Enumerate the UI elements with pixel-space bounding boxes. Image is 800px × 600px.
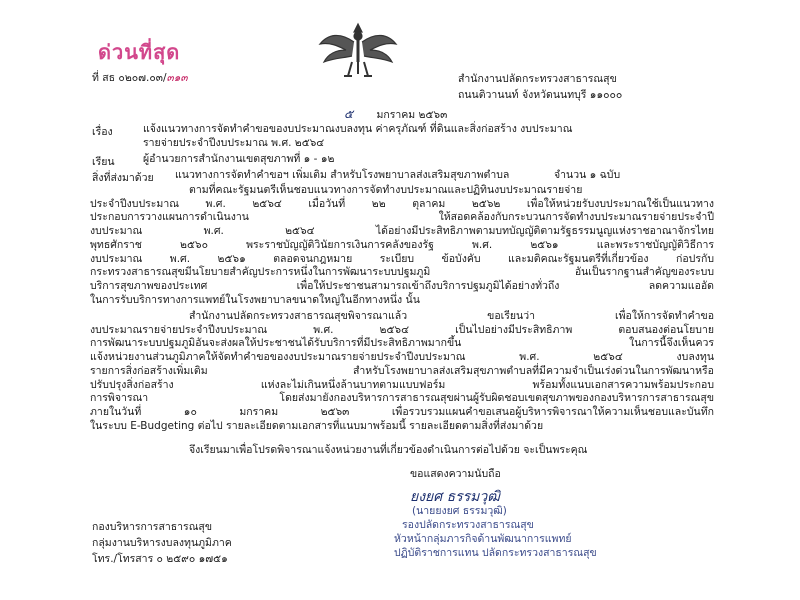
urgency-heading: ด่วนที่สุด — [98, 40, 181, 64]
paragraph-1-line: ในการรับบริการทางการแพทย์ในโรงพยาบาลขนาดใหญ่ในอีกทางหนึ่ง นั้น — [90, 293, 420, 306]
attachment-count: จำนวน ๑ ฉบับ — [554, 169, 621, 181]
paragraph-2-line: สำนักงานปลัดกระทรวงสาธารณสุขพิจารณาแล้ว ขอเรียนว่า เพื่อให้การจัดทำคำขอ — [189, 310, 714, 322]
recipient-label: เรียน — [92, 156, 115, 168]
body-paragraph-1 — [90, 184, 714, 307]
subject-line-1: แจ้งแนวทางการจัดทำคำขอของบประมาณงบลงทุน ค่าครุภัณฑ์ ที่ดินและสิ่งก่อสร้าง งบประมาณ — [143, 123, 573, 135]
paragraph-1-line: งบประมาณ พ.ศ. ๒๕๖๔ ได้อย่างมีประสิทธิภาพตามบทบัญญัติตามรัฐธรรมนูญแห่งราชอาณาจักรไทย — [90, 225, 714, 238]
footer-phone: โทร./โทรสาร ๐ ๒๕๙๐ ๑๗๕๑ — [92, 553, 228, 565]
body-paragraph-2 — [90, 310, 714, 433]
handwritten-signature: ยงยศ ธรรมวุฒิ — [410, 489, 500, 505]
date-day: ๕ — [344, 107, 354, 121]
paragraph-2-line: การพัฒนาระบบปฐมภูมิอันจะส่งผลให้ประชาชนได้รับบริการที่มีประสิทธิภาพมากขึ้น ในการนี้จึงเห็นควร — [90, 337, 714, 350]
paragraph-1-line: ประกอบการวางแผนการดำเนินงาน ให้สอดคล้องกับกระบวนการจัดทำงบประมาณรายจ่ายประจำปี — [90, 211, 714, 224]
body-paragraph-3: จึงเรียนมาเพื่อโปรดพิจารณาแจ้งหน่วยงานที่เกี่ยวข้องดำเนินการต่อไปด้วย จะเป็นพระคุณ — [189, 444, 588, 456]
garuda-emblem-icon — [318, 18, 398, 82]
closing-phrase: ขอแสดงความนับถือ — [410, 468, 501, 480]
paragraph-1-line: บริการสุขภาพของประเทศ เพื่อให้ประชาชนสามารถเข้าถึงบริการปฐมภูมิได้อย่างทั่วถึง ลดความแออัด — [90, 279, 714, 292]
paragraph-2-line: ภายในวันที่ ๑๐ มกราคม ๒๕๖๓ เพื่อรวบรวมแผนคำขอเสนอผู้บริหารพิจารณาให้ความเห็นชอบและบันทึก — [90, 405, 714, 418]
signatory-position-1: รองปลัดกระทรวงสาธารณสุข — [402, 519, 534, 531]
document-number-handwritten: ๓๑๓ — [166, 72, 188, 84]
document-number-prefix: ที่ สธ ๐๒๐๗.๐๓/ — [92, 72, 167, 84]
subject-label: เรื่อง — [92, 126, 113, 138]
paragraph-1-line: ประจำปีงบประมาณ พ.ศ. ๒๕๖๔ เมื่อวันที่ ๒๒ ตุลาคม ๒๕๖๒ เพื่อให้หน่วยรับงบประมาณใช้เป็นแนวทาง — [90, 197, 714, 210]
document-number — [92, 72, 188, 85]
paragraph-1-line: ตามที่คณะรัฐมนตรีเห็นชอบแนวทางการจัดทำงบประมาณและปฏิทินงบประมาณรายจ่าย — [189, 184, 583, 196]
paragraph-2-line: ในระบบ E-Budgeting ต่อไป รายละเอียดตามเอกสารที่แนบมาพร้อมนี้ รายละเอียดตามสิ่งที่ส่งมาด้วย — [90, 419, 544, 432]
footer-group: กลุ่มงานบริหารงบลงทุนภูมิภาค — [92, 537, 232, 549]
footer-department: กองบริหารการสาธารณสุข — [92, 521, 213, 533]
attachment-text: แนวทางการจัดทำคำขอฯ เพิ่มเติม สำหรับโรงพยาบาลส่งเสริมสุขภาพตำบล — [175, 169, 510, 181]
office-name: สำนักงานปลัดกระทรวงสาธารณสุข — [458, 73, 617, 85]
paragraph-2-line: งบประมาณรายจ่ายประจำปีงบประมาณ พ.ศ. ๒๕๖๔ เป็นไปอย่างมีประสิทธิภาพ ตอบสนองต่อนโยบาย — [90, 323, 714, 336]
office-address: ถนนติวานนท์ จังหวัดนนทบุรี ๑๑๐๐๐ — [458, 89, 623, 101]
paragraph-2-line: รายการสิ่งก่อสร้างเพิ่มเติม สำหรับโรงพยาบาลส่งเสริมสุขภาพตำบลที่มีความจำเป็นเร่งด่วนในการพัฒนาหรือ — [90, 364, 714, 377]
paragraph-2-line: ปรับปรุงสิ่งก่อสร้าง แห่งละไม่เกินหนึ่งล้านบาทตามแบบฟอร์ม พร้อมทั้งแนบเอกสารความพร้อมประกอบ — [90, 378, 714, 391]
date-month-year: มกราคม ๒๕๖๓ — [376, 109, 448, 121]
paragraph-1-line: งบประมาณ พ.ศ. ๒๕๖๑ ตลอดจนกฎหมาย ระเบียบ ข้อบังคับ และมติคณะรัฐมนตรีที่เกี่ยวข้อง ก่อปรกับ — [90, 252, 714, 265]
paragraph-1-line: พุทธศักราช ๒๕๖๐ พระราชบัญญัติวินัยการเงินการคลังของรัฐ พ.ศ. ๒๕๖๑ และพระราชบัญญัติวิธีการ — [90, 238, 714, 251]
subject-line-2: รายจ่ายประจำปีงบประมาณ พ.ศ. ๒๕๖๔ — [143, 137, 325, 149]
paragraph-2-line: แจ้งหน่วยงานส่วนภูมิภาคให้จัดทำคำขอของงบประมาณรายจ่ายประจำปีงบประมาณ พ.ศ. ๒๕๖๔ งบลงทุน — [90, 351, 714, 364]
signatory-position-3: ปฏิบัติราชการแทน ปลัดกระทรวงสาธารณสุข — [394, 547, 597, 559]
signatory-position-2: หัวหน้ากลุ่มภารกิจด้านพัฒนาการแพทย์ — [394, 533, 572, 545]
recipient: ผู้อำนวยการสำนักงานเขตสุขภาพที่ ๑ - ๑๒ — [143, 153, 335, 165]
signatory-name: (นายยงยศ ธรรมวุฒิ) — [412, 505, 507, 517]
document-date — [344, 108, 447, 122]
paragraph-2-line: การพิจารณา โดยส่งมายังกองบริหารการสาธารณสุขผ่านผู้รับผิดชอบเขตสุขภาพของกองบริหารการสาธารณสุข — [90, 392, 714, 405]
attachment-label: สิ่งที่ส่งมาด้วย — [92, 172, 154, 184]
paragraph-1-line: กระทรวงสาธารณสุขมีนโยบายสำคัญประการหนึ่งในการพัฒนาระบบปฐมภูมิ อันเป็นรากฐานสำคัญของระบบ — [90, 266, 714, 279]
